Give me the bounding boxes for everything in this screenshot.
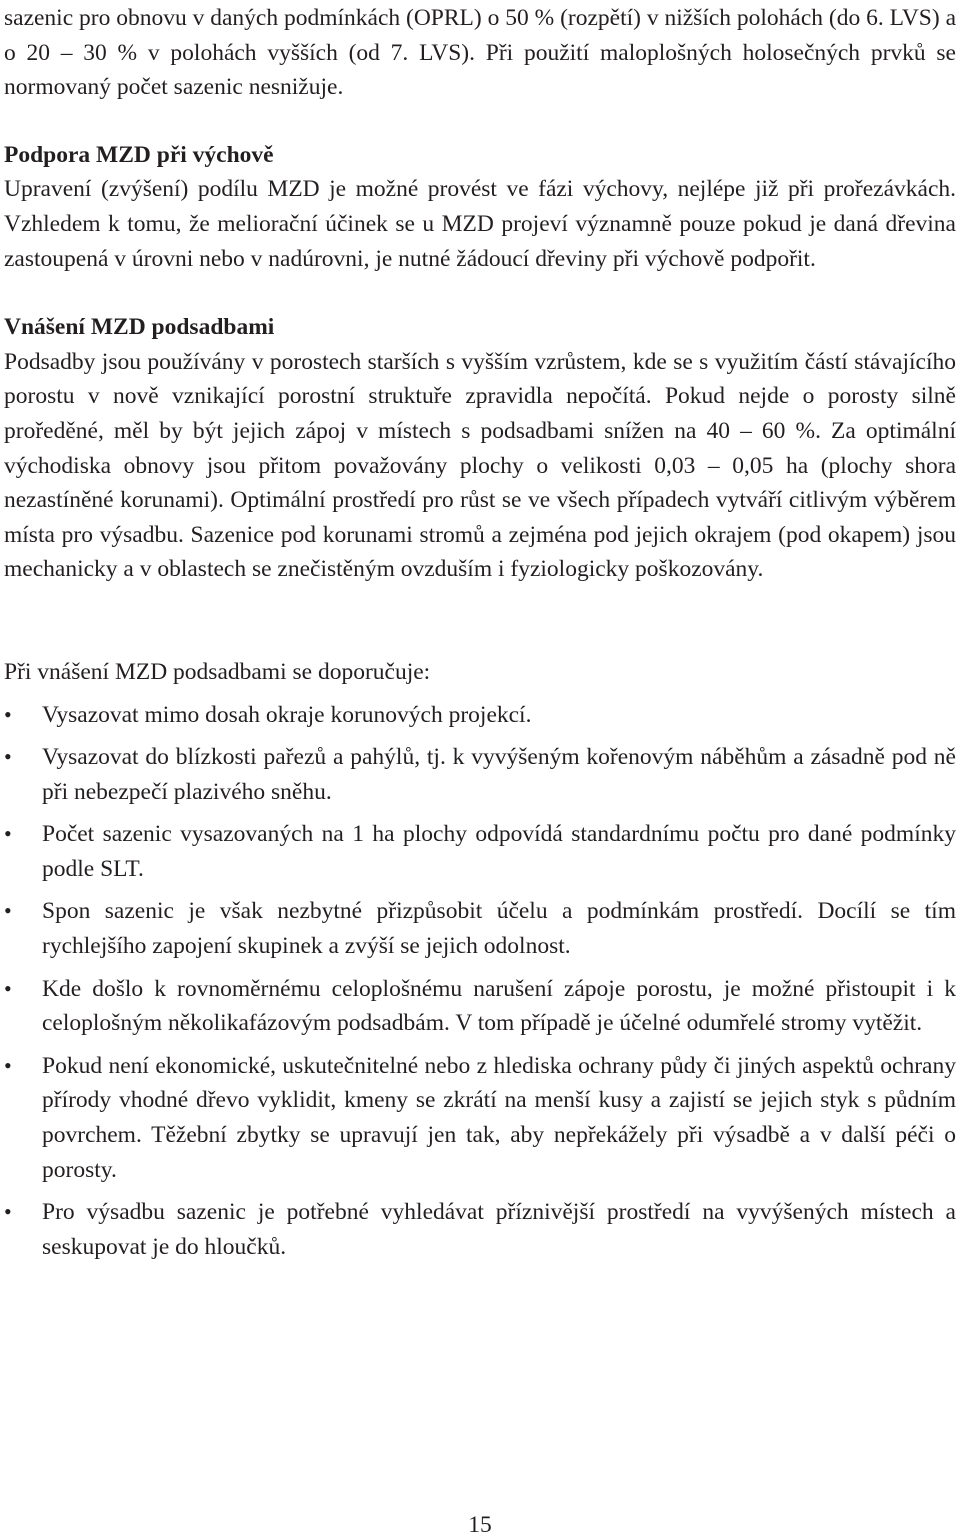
list-item [4,817,956,886]
section-body: Upravení (zvýšení) podílu MZD je možné provést ve fázi výchovy, nejlépe již při prořezávkách. Vzhledem k tomu, že meliorační účinek se u MZD projeví významně pouze pokud je daná dřevina zastoupená v úrovni nebo v nadúrovni, je nutné žádoucí dřeviny při výchově podpořit. [4,176,956,272]
list-item [4,972,956,1041]
section-heading: Podpora MZD při výchově [4,141,274,168]
bullet-icon: • [4,975,12,1001]
bullet-icon: • [4,1052,12,1078]
list-item [4,1195,956,1264]
section-mzd-support [4,138,956,276]
list-item-text: Pokud není ekonomické, uskutečnitelné nebo z hlediska ochrany půdy či jiných aspektů ochrany přírody vhodné dřevo vyklidit, kmeny se zkrátí na menší kusy a zajistí se jejich styk s půdním povrchem. Těžební zbytky se upravují jen tak, aby nepřekážely při výsadbě a v další péči o porosty. [42,1052,956,1183]
section-body: Podsadby jsou používány v porostech starších s vyšším vzrůstem, kde se s využitím částí stávajícího porostu v nově vznikající porostní struktuře zpravidla nepočítá. Pokud nejde o porosty silně proředěné, měl by být jejich zápoj v místech s podsadbami snížen na 40 – 60 %. Za optimální východiska obnovy jsou přitom považovány plochy o velikosti 0,03 – 0,05 ha (plochy shora nezastíněné korunami). Optimální prostředí pro růst se ve všech případech vytváří citlivým výběrem místa pro výsadbu. Sazenice pod korunami stromů a zejména pod jejich okrajem (pod okapem) jsou mechanicky a v oblastech se znečistěným ovzduším i fyziologicky poškozovány. [4,348,956,583]
recommendations-list [4,698,956,1265]
page-number: 15 [468,1512,492,1538]
bullet-icon: • [4,821,12,847]
list-item [4,698,956,733]
bullet-icon: • [4,744,12,770]
list-item [4,740,956,809]
list-item-text: Vysazovat mimo dosah okraje korunových projekcí. [42,701,532,728]
bullet-icon: • [4,701,12,727]
list-item [4,894,956,963]
list-item [4,1049,956,1187]
list-item-text: Kde došlo k rovnoměrnému celoplošnému narušení zápoje porostu, je možné přistoupit i k celoplošným několikafázovým podsadbám. V tom případě je účelné odumřelé stromy vytěžit. [42,975,956,1037]
intro-paragraph: sazenic pro obnovu v daných podmínkách (OPRL) o 50 % (rozpětí) v nižších polohách (do 6. LVS) a o 20 – 30 % v polohách vyšších (od 7. LVS). Při použití maloplošných holosečných prvků se normovaný počet sazenic nesnižuje. [4,5,956,101]
section-underplanting [4,310,956,587]
recommendations-lead: Při vnášení MZD podsadbami se doporučuje: [4,658,431,685]
list-item-text: Počet sazenic vysazovaných na 1 ha plochy odpovídá standardnímu počtu pro dané podmínky podle SLT. [42,821,956,882]
bullet-icon: • [4,1199,12,1225]
list-item-text: Spon sazenic je však nezbytné přizpůsobit účelu a podmínkám prostředí. Docílí se tím rychlejšího zapojení skupinek a zvýší se jejich odolnost. [42,898,956,960]
bullet-icon: • [4,898,12,924]
section-heading: Vnášení MZD podsadbami [4,314,275,341]
document-page [4,0,956,1264]
list-item-text: Vysazovat do blízkosti pařezů a pahýlů, tj. k vyvýšeným kořenovým náběhům a zásadně pod ně při nebezpečí plazivého sněhu. [42,744,956,805]
list-item-text: Pro výsadbu sazenic je potřebné vyhledávat příznivější prostředí na vyvýšených místech a seskupovat je do hloučků. [42,1199,956,1260]
